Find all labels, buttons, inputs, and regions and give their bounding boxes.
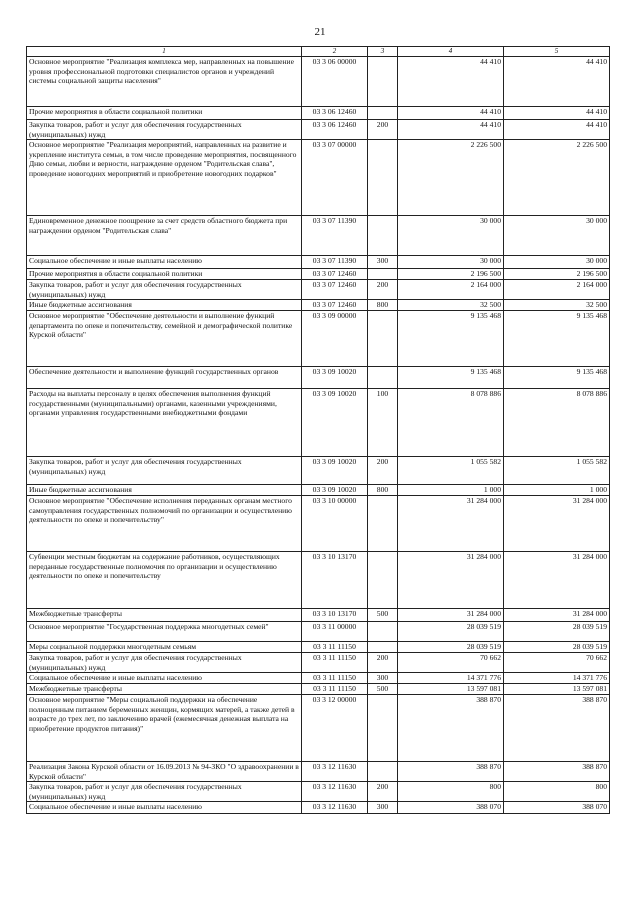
table-row xyxy=(27,256,610,269)
table-row xyxy=(27,300,610,311)
row-expense-type xyxy=(368,57,398,107)
row-target-code: 03 3 11 11150 xyxy=(302,673,368,684)
row-amount-year-2: 31 284 000 xyxy=(504,552,610,609)
table-row xyxy=(27,653,610,673)
row-amount-year-2: 2 196 500 xyxy=(504,269,610,280)
budget-table xyxy=(26,46,610,814)
row-amount-year-1: 9 135 468 xyxy=(398,367,504,389)
row-expense-type: 800 xyxy=(368,485,398,496)
row-description: Основное мероприятие "Реализация комплекса мер, направленных на повышение уровня профессиональной подготовки специалистов органов и учреждений системы социальной защиты населения" xyxy=(27,57,302,107)
row-description: Закупка товаров, работ и услуг для обеспечения государственных (муниципальных) нужд xyxy=(27,653,302,673)
header-col-1: 1 xyxy=(27,47,302,57)
row-amount-year-1: 2 226 500 xyxy=(398,140,504,216)
row-amount-year-1: 9 135 468 xyxy=(398,311,504,367)
row-amount-year-1: 31 284 000 xyxy=(398,496,504,552)
row-amount-year-2: 13 597 081 xyxy=(504,684,610,695)
row-target-code: 03 3 07 11390 xyxy=(302,216,368,256)
row-description: Закупка товаров, работ и услуг для обеспечения государственных (муниципальных) нужд xyxy=(27,457,302,485)
row-amount-year-2: 2 226 500 xyxy=(504,140,610,216)
table-row xyxy=(27,609,610,622)
row-amount-year-2: 14 371 776 xyxy=(504,673,610,684)
row-target-code: 03 3 10 13170 xyxy=(302,552,368,609)
row-amount-year-2: 9 135 468 xyxy=(504,311,610,367)
row-amount-year-2: 44 410 xyxy=(504,120,610,140)
row-description: Расходы на выплаты персоналу в целях обеспечения выполнения функций государственными (муниципальными) органами, казенными учреждениями, органами управления государственными внебюджетными фондами xyxy=(27,389,302,457)
row-amount-year-1: 31 284 000 xyxy=(398,552,504,609)
table-row xyxy=(27,457,610,485)
row-description: Единовременное денежное поощрение за счет средств областного бюджета при награждении орденом "Родительская слава" xyxy=(27,216,302,256)
row-amount-year-2: 30 000 xyxy=(504,256,610,269)
row-description: Основное мероприятие "Меры социальной поддержки на обеспечение полноценным питанием беременных женщин, кормящих матерей, а также детей в возрасте до трех лет, по заключению врачей (ежемесячная денежная выплата на приобретение продуктов питания)" xyxy=(27,695,302,762)
row-target-code: 03 3 07 00000 xyxy=(302,140,368,216)
row-description: Закупка товаров, работ и услуг для обеспечения государственных (муниципальных) нужд xyxy=(27,280,302,300)
row-expense-type: 200 xyxy=(368,653,398,673)
row-expense-type: 300 xyxy=(368,673,398,684)
row-amount-year-2: 44 410 xyxy=(504,107,610,120)
row-expense-type xyxy=(368,496,398,552)
row-amount-year-1: 800 xyxy=(398,782,504,802)
row-expense-type xyxy=(368,762,398,782)
table-row xyxy=(27,684,610,695)
row-expense-type: 300 xyxy=(368,802,398,814)
row-target-code: 03 3 07 12460 xyxy=(302,300,368,311)
header-col-3: 3 xyxy=(368,47,398,57)
row-amount-year-1: 44 410 xyxy=(398,120,504,140)
row-expense-type: 200 xyxy=(368,782,398,802)
row-amount-year-1: 70 662 xyxy=(398,653,504,673)
row-target-code: 03 3 12 00000 xyxy=(302,695,368,762)
row-target-code: 03 3 07 12460 xyxy=(302,269,368,280)
row-amount-year-1: 32 500 xyxy=(398,300,504,311)
row-amount-year-1: 388 870 xyxy=(398,762,504,782)
row-description: Основное мероприятие "Обеспечение деятельности и выполнение функций департамента по опеке и попечительству, семейной и демографической политике Курской области" xyxy=(27,311,302,367)
row-amount-year-2: 388 870 xyxy=(504,762,610,782)
table-row xyxy=(27,695,610,762)
row-expense-type: 800 xyxy=(368,300,398,311)
row-amount-year-1: 44 410 xyxy=(398,57,504,107)
row-expense-type: 300 xyxy=(368,256,398,269)
row-amount-year-1: 44 410 xyxy=(398,107,504,120)
row-description: Иные бюджетные ассигнования xyxy=(27,485,302,496)
row-amount-year-1: 13 597 081 xyxy=(398,684,504,695)
row-amount-year-1: 2 164 000 xyxy=(398,280,504,300)
row-target-code: 03 3 09 10020 xyxy=(302,457,368,485)
row-amount-year-2: 388 070 xyxy=(504,802,610,814)
row-description: Реализация Закона Курской области от 16.09.2013 № 94-ЗКО "О здравоохранении в Курской области" xyxy=(27,762,302,782)
row-target-code: 03 3 11 00000 xyxy=(302,622,368,642)
row-expense-type xyxy=(368,311,398,367)
row-description: Основное мероприятие "Реализация мероприятий, направленных на развитие и укрепление института семьи, в том числе проведение мероприятия, посвященного Дню семьи, любви и верности, награждение орденом "Родительская слава", проведение новогодних мероприятий и приобретение новогодних подарков" xyxy=(27,140,302,216)
row-target-code: 03 3 09 10020 xyxy=(302,389,368,457)
row-expense-type xyxy=(368,269,398,280)
row-description: Социальное обеспечение и иные выплаты населению xyxy=(27,673,302,684)
row-description: Основное мероприятие "Обеспечение исполнения переданных органам местного самоуправления государственных полномочий по организации и осуществлению деятельности по опеке и попечительству" xyxy=(27,496,302,552)
row-expense-type xyxy=(368,107,398,120)
table-row xyxy=(27,140,610,216)
row-expense-type: 500 xyxy=(368,609,398,622)
row-target-code: 03 3 09 10020 xyxy=(302,367,368,389)
row-description: Основное мероприятие "Государственная поддержка многодетных семей" xyxy=(27,622,302,642)
header-col-4: 4 xyxy=(398,47,504,57)
row-description: Социальное обеспечение и иные выплаты населению xyxy=(27,802,302,814)
row-target-code: 03 3 07 11390 xyxy=(302,256,368,269)
table-row xyxy=(27,552,610,609)
row-expense-type: 200 xyxy=(368,457,398,485)
table-row xyxy=(27,673,610,684)
row-amount-year-1: 1 000 xyxy=(398,485,504,496)
table-body xyxy=(27,57,610,814)
row-description: Обеспечение деятельности и выполнение функций государственных органов xyxy=(27,367,302,389)
table-row xyxy=(27,280,610,300)
row-amount-year-1: 14 371 776 xyxy=(398,673,504,684)
row-amount-year-1: 30 000 xyxy=(398,216,504,256)
row-amount-year-2: 388 870 xyxy=(504,695,610,762)
row-description: Межбюджетные трансферты xyxy=(27,609,302,622)
header-col-2: 2 xyxy=(302,47,368,57)
row-expense-type: 200 xyxy=(368,280,398,300)
table-row xyxy=(27,782,610,802)
table-row xyxy=(27,622,610,642)
row-amount-year-2: 31 284 000 xyxy=(504,609,610,622)
row-description: Субвенции местным бюджетам на содержание работников, осуществляющих переданные государственные полномочия по организации и осуществлению деятельности по опеке и попечительству xyxy=(27,552,302,609)
row-amount-year-2: 31 284 000 xyxy=(504,496,610,552)
row-description: Меры социальной поддержки многодетным семьям xyxy=(27,642,302,653)
row-amount-year-1: 1 055 582 xyxy=(398,457,504,485)
row-amount-year-2: 1 000 xyxy=(504,485,610,496)
row-expense-type: 100 xyxy=(368,389,398,457)
row-description: Закупка товаров, работ и услуг для обеспечения государственных (муниципальных) нужд xyxy=(27,120,302,140)
row-expense-type xyxy=(368,216,398,256)
page-number: 21 xyxy=(314,26,326,38)
row-expense-type: 500 xyxy=(368,684,398,695)
row-expense-type: 200 xyxy=(368,120,398,140)
row-amount-year-2: 28 039 519 xyxy=(504,642,610,653)
row-description: Социальное обеспечение и иные выплаты населению xyxy=(27,256,302,269)
row-description: Иные бюджетные ассигнования xyxy=(27,300,302,311)
row-amount-year-1: 2 196 500 xyxy=(398,269,504,280)
row-target-code: 03 3 09 00000 xyxy=(302,311,368,367)
row-target-code: 03 3 06 12460 xyxy=(302,120,368,140)
table-row xyxy=(27,57,610,107)
table-header-row xyxy=(27,47,610,57)
row-expense-type xyxy=(368,695,398,762)
row-amount-year-2: 8 078 886 xyxy=(504,389,610,457)
row-amount-year-2: 44 410 xyxy=(504,57,610,107)
row-amount-year-1: 31 284 000 xyxy=(398,609,504,622)
row-target-code: 03 3 07 12460 xyxy=(302,280,368,300)
row-description: Закупка товаров, работ и услуг для обеспечения государственных (муниципальных) нужд xyxy=(27,782,302,802)
table-row xyxy=(27,802,610,814)
table-row xyxy=(27,269,610,280)
table-row xyxy=(27,762,610,782)
row-amount-year-2: 800 xyxy=(504,782,610,802)
row-expense-type xyxy=(368,642,398,653)
row-expense-type xyxy=(368,552,398,609)
row-target-code: 03 3 10 13170 xyxy=(302,609,368,622)
table-row xyxy=(27,485,610,496)
row-target-code: 03 3 11 11150 xyxy=(302,653,368,673)
table-row xyxy=(27,367,610,389)
table-row xyxy=(27,496,610,552)
row-target-code: 03 3 09 10020 xyxy=(302,485,368,496)
row-target-code: 03 3 12 11630 xyxy=(302,762,368,782)
row-amount-year-1: 30 000 xyxy=(398,256,504,269)
table-row xyxy=(27,120,610,140)
row-expense-type xyxy=(368,622,398,642)
table-row xyxy=(27,389,610,457)
row-target-code: 03 3 06 12460 xyxy=(302,107,368,120)
row-amount-year-1: 388 870 xyxy=(398,695,504,762)
row-amount-year-2: 2 164 000 xyxy=(504,280,610,300)
row-amount-year-2: 1 055 582 xyxy=(504,457,610,485)
row-expense-type xyxy=(368,367,398,389)
row-amount-year-1: 28 039 519 xyxy=(398,642,504,653)
row-target-code: 03 3 06 00000 xyxy=(302,57,368,107)
row-amount-year-2: 28 039 519 xyxy=(504,622,610,642)
row-target-code: 03 3 11 11150 xyxy=(302,642,368,653)
row-amount-year-2: 9 135 468 xyxy=(504,367,610,389)
row-target-code: 03 3 12 11630 xyxy=(302,802,368,814)
table-row xyxy=(27,216,610,256)
table-row xyxy=(27,107,610,120)
header-col-5: 5 xyxy=(504,47,610,57)
row-amount-year-2: 30 000 xyxy=(504,216,610,256)
row-amount-year-2: 70 662 xyxy=(504,653,610,673)
table-row xyxy=(27,311,610,367)
row-amount-year-1: 8 078 886 xyxy=(398,389,504,457)
row-amount-year-1: 28 039 519 xyxy=(398,622,504,642)
row-amount-year-2: 32 500 xyxy=(504,300,610,311)
row-expense-type xyxy=(368,140,398,216)
row-description: Межбюджетные трансферты xyxy=(27,684,302,695)
row-amount-year-1: 388 070 xyxy=(398,802,504,814)
row-target-code: 03 3 11 11150 xyxy=(302,684,368,695)
row-description: Прочие мероприятия в области социальной политики xyxy=(27,269,302,280)
row-target-code: 03 3 12 11630 xyxy=(302,782,368,802)
row-description: Прочие мероприятия в области социальной политики xyxy=(27,107,302,120)
row-target-code: 03 3 10 00000 xyxy=(302,496,368,552)
table-row xyxy=(27,642,610,653)
